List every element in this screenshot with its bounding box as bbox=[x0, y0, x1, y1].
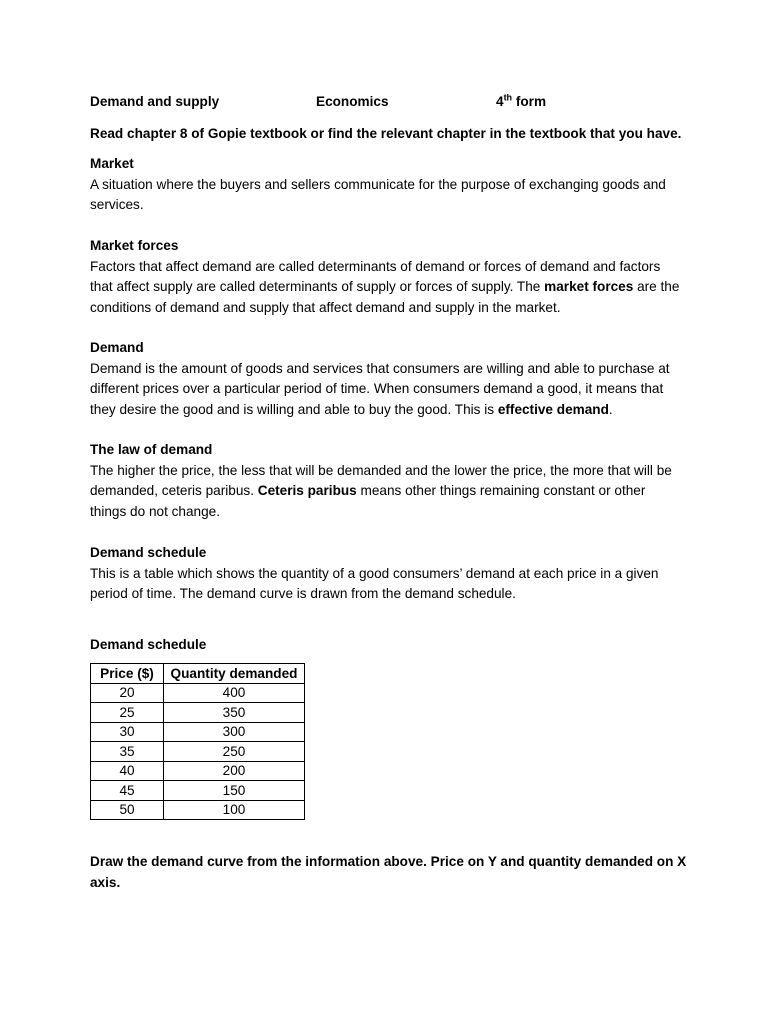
table-row bbox=[91, 683, 305, 703]
bold-term: market forces bbox=[544, 279, 634, 294]
body-text: Factors that affect demand are called determinants of demand or forces of demand and factors that affect supply are called determinants of supply or forces of supply. The bbox=[90, 258, 661, 294]
table-row bbox=[91, 703, 305, 723]
price-cell: 50 bbox=[91, 800, 164, 820]
price-cell: 35 bbox=[91, 742, 164, 762]
form-suffix: th bbox=[503, 92, 513, 103]
table-row bbox=[91, 722, 305, 742]
section-body bbox=[90, 257, 682, 319]
bold-term: effective demand bbox=[497, 401, 609, 417]
form-label bbox=[496, 94, 546, 109]
body-text: means other things remaining constant or other things do not change. bbox=[90, 483, 646, 519]
column-header-quantity: Quantity demanded bbox=[164, 664, 305, 684]
body-text: The higher the price, the less that will be demanded and the lower the price, the more that will be demanded, ceteris paribus. bbox=[90, 462, 672, 498]
quantity-cell: 100 bbox=[164, 800, 305, 820]
subject-label: Economics bbox=[316, 94, 389, 109]
quantity-cell: 200 bbox=[164, 761, 305, 781]
body-text: . bbox=[608, 401, 613, 417]
section-heading: Market forces bbox=[90, 238, 179, 253]
bold-term: Ceteris paribus bbox=[257, 483, 357, 498]
table-row bbox=[91, 742, 305, 762]
table-heading: Demand schedule bbox=[90, 637, 207, 652]
table-row bbox=[91, 781, 305, 801]
section-body bbox=[90, 461, 682, 523]
body-text: Demand is the amount of goods and services that consumers are willing and able to purchase at different prices over a particular period of time. When consumers demand a good, it means that they desire the good and is willing and able to buy the good. This is bbox=[90, 360, 670, 417]
table-row bbox=[91, 800, 305, 820]
section-heading: The law of demand bbox=[90, 442, 213, 457]
section-body: A situation where the buyers and sellers communicate for the purpose of exchanging goods and services. bbox=[90, 176, 666, 212]
task-instruction: Draw the demand curve from the information above. Price on Y and quantity demanded on X axis. bbox=[90, 854, 687, 890]
price-cell: 30 bbox=[91, 722, 164, 742]
column-header-price: Price ($) bbox=[91, 664, 164, 684]
table-header-row bbox=[91, 664, 305, 684]
section-heading: Demand bbox=[90, 340, 144, 355]
section-law-of-demand bbox=[90, 440, 682, 522]
section-demand-schedule bbox=[90, 543, 682, 605]
form-number: 4 bbox=[496, 94, 504, 109]
price-cell: 20 bbox=[91, 683, 164, 703]
table-heading-section bbox=[90, 635, 682, 656]
section-demand bbox=[90, 338, 682, 420]
price-cell: 25 bbox=[91, 703, 164, 723]
quantity-cell: 300 bbox=[164, 722, 305, 742]
document-header bbox=[90, 94, 690, 114]
demand-schedule-table bbox=[90, 663, 305, 820]
form-word: form bbox=[515, 94, 547, 109]
section-body: This is a table which shows the quantity of a good consumers’ demand at each price in a given period of time. The demand curve is drawn from the demand schedule. bbox=[90, 565, 659, 601]
body-text: are the conditions of demand and supply that affect demand and supply in the market. bbox=[90, 279, 680, 315]
price-cell: 45 bbox=[91, 781, 164, 801]
section-heading: Demand schedule bbox=[90, 545, 207, 560]
section-heading: Market bbox=[90, 156, 134, 171]
reading-instruction: Read chapter 8 of Gopie textbook or find the relevant chapter in the textbook that you have. bbox=[90, 126, 682, 141]
section-market-forces bbox=[90, 236, 682, 318]
section-market bbox=[90, 154, 682, 216]
document-title: Demand and supply bbox=[90, 94, 220, 109]
quantity-cell: 400 bbox=[164, 683, 305, 703]
quantity-cell: 150 bbox=[164, 781, 305, 801]
quantity-cell: 250 bbox=[164, 742, 305, 762]
price-cell: 40 bbox=[91, 761, 164, 781]
table-row bbox=[91, 761, 305, 781]
quantity-cell: 350 bbox=[164, 703, 305, 723]
section-body bbox=[90, 359, 682, 421]
